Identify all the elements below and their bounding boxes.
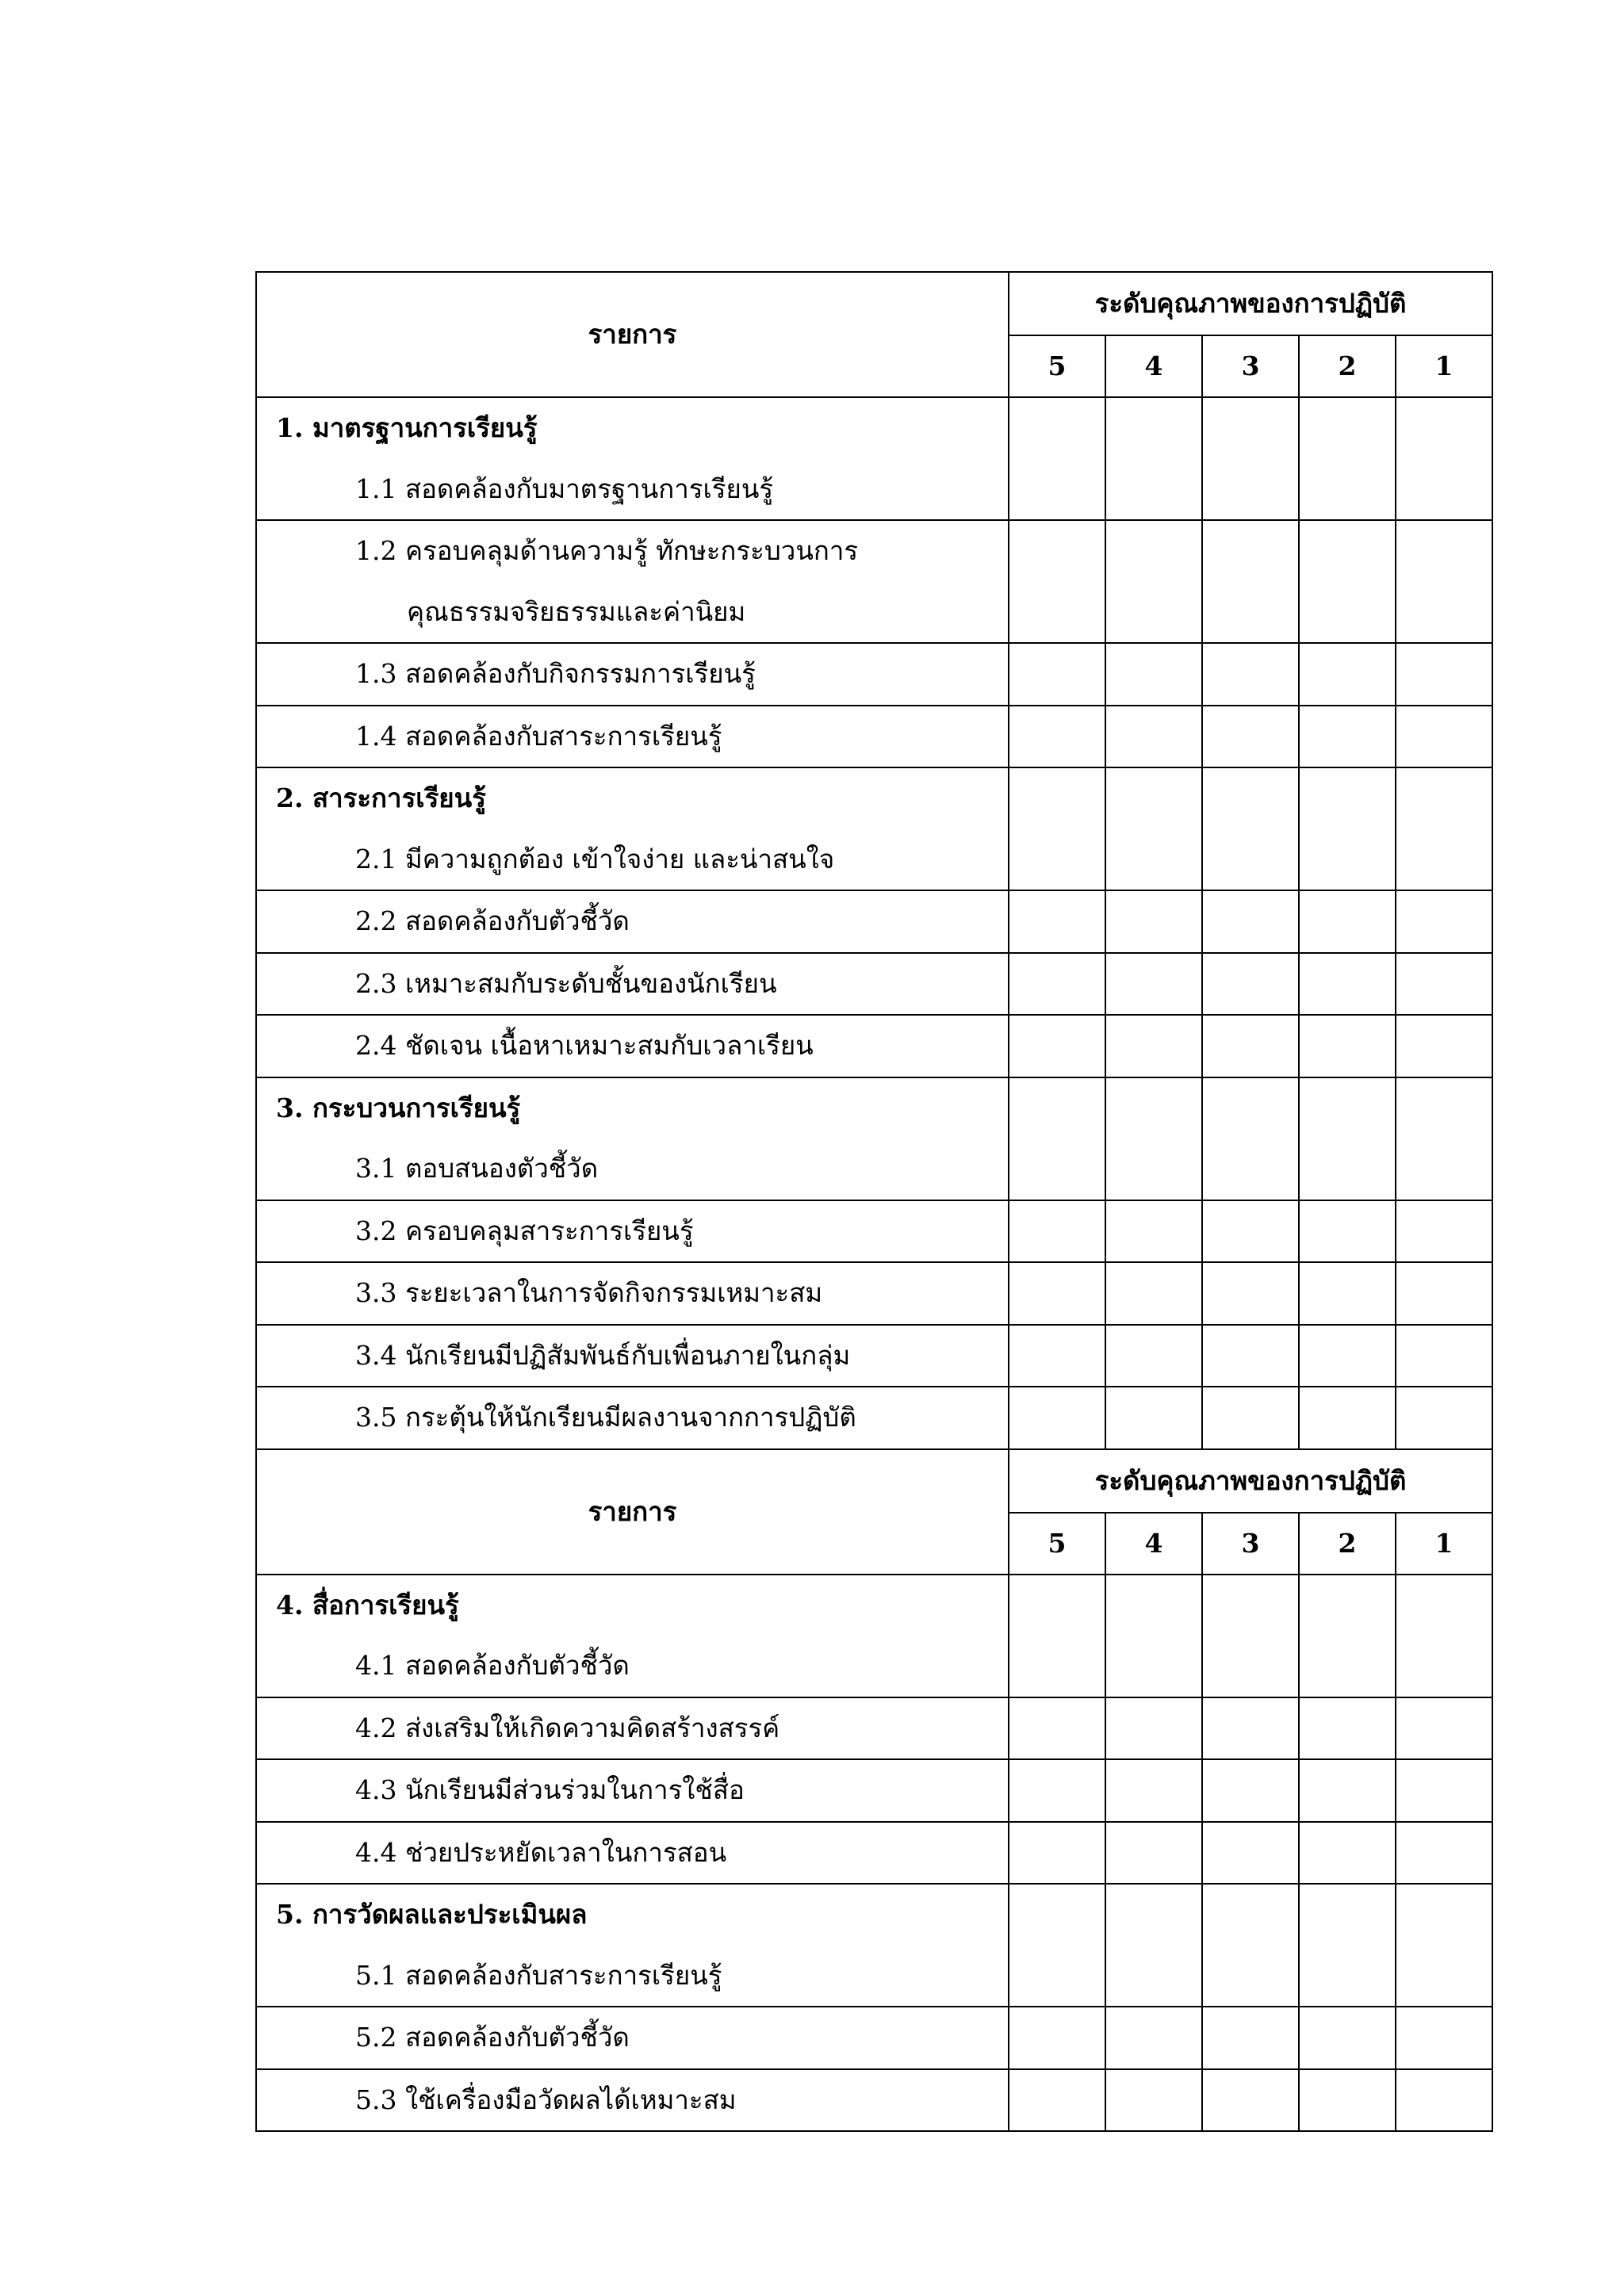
table-row xyxy=(256,1884,1492,2007)
score-cell[interactable] xyxy=(1105,1200,1202,1263)
item-cell-content xyxy=(257,644,1008,705)
score-cell[interactable] xyxy=(1202,1884,1299,2007)
score-cell[interactable] xyxy=(1009,1387,1105,1449)
item-cell xyxy=(256,397,1009,520)
item-cell xyxy=(256,890,1009,953)
criterion-text: 2.2 สอดคล้องกับตัวชี้วัด xyxy=(355,905,630,937)
item-cell-content xyxy=(257,891,1008,952)
table-row xyxy=(256,890,1492,953)
table-row xyxy=(256,2069,1492,2132)
score-cell[interactable] xyxy=(1299,953,1396,1016)
item-cell-content xyxy=(257,1326,1008,1387)
score-cell[interactable] xyxy=(1202,397,1299,520)
item-cell xyxy=(256,1015,1009,1077)
score-cell[interactable] xyxy=(1396,1200,1492,1263)
score-cell[interactable] xyxy=(1202,953,1299,1016)
item-cell xyxy=(256,643,1009,706)
header-row xyxy=(256,1449,1492,1513)
score-cell[interactable] xyxy=(1009,643,1105,706)
score-cell[interactable] xyxy=(1299,1759,1396,1822)
item-cell-content xyxy=(257,954,1008,1015)
item-cell-content xyxy=(257,2007,1008,2068)
criterion-text: 2.3 เหมาะสมกับระดับชั้นของนักเรียน xyxy=(355,967,777,999)
item-cell xyxy=(256,2069,1009,2132)
score-cell[interactable] xyxy=(1396,520,1492,643)
level-number-cell: 5 xyxy=(1009,1513,1105,1575)
score-cell[interactable] xyxy=(1396,953,1492,1016)
item-cell xyxy=(256,520,1009,643)
score-cell[interactable] xyxy=(1299,2069,1396,2132)
table-row xyxy=(256,397,1492,520)
score-cell[interactable] xyxy=(1299,1697,1396,1760)
score-cell[interactable] xyxy=(1202,1697,1299,1760)
score-cell[interactable] xyxy=(1009,1697,1105,1760)
criterion-text: 3.4 นักเรียนมีปฏิสัมพันธ์กับเพื่อนภายในกลุ่ม xyxy=(355,1339,851,1371)
evaluation-table-body xyxy=(256,272,1492,2131)
score-cell[interactable] xyxy=(1299,1884,1396,2007)
score-cell[interactable] xyxy=(1202,706,1299,768)
level-number-cell: 4 xyxy=(1105,1513,1202,1575)
criterion-text: 3.5 กระตุ้นให้นักเรียนมีผลงานจากการปฏิบัติ xyxy=(355,1402,856,1433)
quality-level-header: ระดับคุณภาพของการปฏิบัติ xyxy=(1009,1449,1492,1513)
criterion-text: 4.3 นักเรียนมีส่วนร่วมในการใช้สื่อ xyxy=(355,1774,745,1806)
item-cell xyxy=(256,953,1009,1016)
table-row xyxy=(256,953,1492,1016)
table-row xyxy=(256,1200,1492,1263)
score-cell[interactable] xyxy=(1009,1822,1105,1885)
score-cell[interactable] xyxy=(1396,706,1492,768)
item-cell-content xyxy=(257,1885,1008,2006)
score-cell[interactable] xyxy=(1202,1822,1299,1885)
item-cell-content xyxy=(257,706,1008,767)
table-row xyxy=(256,1759,1492,1822)
score-cell[interactable] xyxy=(1202,1200,1299,1263)
criterion-text: 3.2 ครอบคลุมสาระการเรียนรู้ xyxy=(355,1215,694,1246)
score-cell[interactable] xyxy=(1009,1759,1105,1822)
score-cell[interactable] xyxy=(1105,1697,1202,1760)
score-cell[interactable] xyxy=(1009,1262,1105,1325)
header-row xyxy=(256,272,1492,335)
table-row xyxy=(256,1325,1492,1387)
item-cell-content xyxy=(257,521,1008,642)
score-cell[interactable] xyxy=(1009,520,1105,643)
criterion-text: 4.4 ช่วยประหยัดเวลาในการสอน xyxy=(355,1836,727,1868)
score-cell[interactable] xyxy=(1396,1387,1492,1449)
item-cell-content xyxy=(257,398,1008,519)
table-row xyxy=(256,1015,1492,1077)
item-cell-content xyxy=(257,1760,1008,1821)
table-row xyxy=(256,1262,1492,1325)
criterion-text: คุณธรรมจริยธรรมและค่านิยม xyxy=(407,595,746,627)
score-cell[interactable] xyxy=(1009,1015,1105,1077)
item-cell xyxy=(256,1575,1009,1697)
score-cell[interactable] xyxy=(1202,1387,1299,1449)
score-cell[interactable] xyxy=(1396,1015,1492,1077)
score-cell[interactable] xyxy=(1009,1884,1105,2007)
criterion-text: 5.3 ใช้เครื่องมือวัดผลได้เหมาะสม xyxy=(355,2084,737,2115)
score-cell[interactable] xyxy=(1299,520,1396,643)
criterion-text: 1.4 สอดคล้องกับสาระการเรียนรู้ xyxy=(355,720,722,752)
item-cell xyxy=(256,1759,1009,1822)
score-cell[interactable] xyxy=(1105,1015,1202,1077)
category-heading: 5. การวัดผลและประเมินผล xyxy=(276,1899,588,1931)
score-cell[interactable] xyxy=(1009,767,1105,890)
score-cell[interactable] xyxy=(1105,953,1202,1016)
item-cell-content xyxy=(257,1016,1008,1077)
score-cell[interactable] xyxy=(1202,1015,1299,1077)
score-cell[interactable] xyxy=(1105,706,1202,768)
evaluation-table xyxy=(255,271,1493,2132)
level-number-cell: 5 xyxy=(1009,335,1105,397)
score-cell[interactable] xyxy=(1009,1575,1105,1697)
score-cell[interactable] xyxy=(1105,2007,1202,2069)
item-cell xyxy=(256,706,1009,768)
item-cell-content xyxy=(257,1078,1008,1200)
score-cell[interactable] xyxy=(1396,2069,1492,2132)
item-cell-content xyxy=(257,1698,1008,1759)
score-cell[interactable] xyxy=(1105,1822,1202,1885)
item-column-header: รายการ xyxy=(256,1449,1009,1575)
score-cell[interactable] xyxy=(1105,767,1202,890)
item-cell xyxy=(256,1200,1009,1263)
score-cell[interactable] xyxy=(1202,1077,1299,1200)
item-cell-content xyxy=(257,1823,1008,1884)
criterion-text: 1.3 สอดคล้องกับกิจกรรมการเรียนรู้ xyxy=(355,658,756,690)
score-cell[interactable] xyxy=(1202,767,1299,890)
score-cell[interactable] xyxy=(1009,890,1105,953)
criterion-text: 5.2 สอดคล้องกับตัวชี้วัด xyxy=(355,2022,630,2053)
score-cell[interactable] xyxy=(1202,2069,1299,2132)
item-cell-content xyxy=(257,2070,1008,2131)
score-cell[interactable] xyxy=(1299,1015,1396,1077)
table-row xyxy=(256,520,1492,643)
score-cell[interactable] xyxy=(1009,2069,1105,2132)
table-row xyxy=(256,1077,1492,1200)
item-cell-content xyxy=(257,1575,1008,1697)
score-cell[interactable] xyxy=(1009,397,1105,520)
table-row xyxy=(256,767,1492,890)
score-cell[interactable] xyxy=(1105,1262,1202,1325)
item-cell xyxy=(256,767,1009,890)
score-cell[interactable] xyxy=(1299,1575,1396,1697)
item-cell xyxy=(256,1387,1009,1449)
score-cell[interactable] xyxy=(1009,2007,1105,2069)
item-cell-content xyxy=(257,1387,1008,1448)
score-cell[interactable] xyxy=(1299,890,1396,953)
score-cell[interactable] xyxy=(1299,1200,1396,1263)
level-number-cell: 1 xyxy=(1396,335,1492,397)
item-cell-content xyxy=(257,1263,1008,1324)
item-column-header: รายการ xyxy=(256,272,1009,397)
score-cell[interactable] xyxy=(1105,1325,1202,1387)
criterion-text: 1.2 ครอบคลุมด้านความรู้ ทักษะกระบวนการ xyxy=(355,535,859,567)
score-cell[interactable] xyxy=(1105,1077,1202,1200)
score-cell[interactable] xyxy=(1396,643,1492,706)
level-number-cell: 3 xyxy=(1202,335,1299,397)
score-cell[interactable] xyxy=(1202,1325,1299,1387)
criterion-text: 2.1 มีความถูกต้อง เข้าใจง่าย และน่าสนใจ xyxy=(355,843,835,874)
score-cell[interactable] xyxy=(1396,1325,1492,1387)
table-row xyxy=(256,1697,1492,1760)
category-heading: 4. สื่อการเรียนรู้ xyxy=(276,1589,459,1621)
item-cell-content xyxy=(257,1201,1008,1262)
table-row xyxy=(256,2007,1492,2069)
score-cell[interactable] xyxy=(1396,397,1492,520)
score-cell[interactable] xyxy=(1299,1822,1396,1885)
score-cell[interactable] xyxy=(1396,767,1492,890)
score-cell[interactable] xyxy=(1396,1262,1492,1325)
quality-level-header: ระดับคุณภาพของการปฏิบัติ xyxy=(1009,272,1492,335)
level-number-cell: 2 xyxy=(1299,1513,1396,1575)
score-cell[interactable] xyxy=(1009,706,1105,768)
score-cell[interactable] xyxy=(1105,1575,1202,1697)
item-cell xyxy=(256,1325,1009,1387)
score-cell[interactable] xyxy=(1202,2007,1299,2069)
item-cell xyxy=(256,2007,1009,2069)
score-cell[interactable] xyxy=(1105,890,1202,953)
score-cell[interactable] xyxy=(1396,1077,1492,1200)
criterion-text: 4.1 สอดคล้องกับตัวชี้วัด xyxy=(355,1650,630,1682)
score-cell[interactable] xyxy=(1396,1575,1492,1697)
table-row xyxy=(256,643,1492,706)
score-cell[interactable] xyxy=(1396,1697,1492,1760)
table-row xyxy=(256,706,1492,768)
score-cell[interactable] xyxy=(1202,520,1299,643)
category-heading: 3. กระบวนการเรียนรู้ xyxy=(276,1092,521,1123)
score-cell[interactable] xyxy=(1299,2007,1396,2069)
score-cell[interactable] xyxy=(1202,890,1299,953)
criterion-text: 1.1 สอดคล้องกับมาตรฐานการเรียนรู้ xyxy=(355,473,774,504)
score-cell[interactable] xyxy=(1009,1200,1105,1263)
item-cell xyxy=(256,1697,1009,1760)
score-cell[interactable] xyxy=(1299,1077,1396,1200)
score-cell[interactable] xyxy=(1299,1325,1396,1387)
category-heading: 2. สาระการเรียนรู้ xyxy=(276,783,486,814)
score-cell[interactable] xyxy=(1105,520,1202,643)
item-cell xyxy=(256,1822,1009,1885)
score-cell[interactable] xyxy=(1396,1822,1492,1885)
item-cell-content xyxy=(257,768,1008,890)
category-heading: 1. มาตรฐานการเรียนรู้ xyxy=(276,412,538,444)
score-cell[interactable] xyxy=(1009,953,1105,1016)
score-cell[interactable] xyxy=(1396,2007,1492,2069)
score-cell[interactable] xyxy=(1202,1575,1299,1697)
score-cell[interactable] xyxy=(1009,1325,1105,1387)
score-cell[interactable] xyxy=(1299,643,1396,706)
criterion-text: 3.1 ตอบสนองตัวชี้วัด xyxy=(355,1153,599,1184)
score-cell[interactable] xyxy=(1396,1759,1492,1822)
score-cell[interactable] xyxy=(1105,643,1202,706)
level-number-cell: 1 xyxy=(1396,1513,1492,1575)
level-number-cell: 2 xyxy=(1299,335,1396,397)
score-cell[interactable] xyxy=(1299,1387,1396,1449)
criterion-text: 5.1 สอดคล้องกับสาระการเรียนรู้ xyxy=(355,1959,722,1991)
item-cell xyxy=(256,1077,1009,1200)
score-cell[interactable] xyxy=(1009,1077,1105,1200)
score-cell[interactable] xyxy=(1105,2069,1202,2132)
score-cell[interactable] xyxy=(1105,1387,1202,1449)
score-cell[interactable] xyxy=(1202,1262,1299,1325)
table-row xyxy=(256,1575,1492,1697)
criterion-text: 3.3 ระยะเวลาในการจัดกิจกรรมเหมาะสม xyxy=(355,1277,823,1309)
score-cell[interactable] xyxy=(1202,643,1299,706)
criterion-text: 4.2 ส่งเสริมให้เกิดความคิดสร้างสรรค์ xyxy=(355,1712,780,1743)
score-cell[interactable] xyxy=(1105,1759,1202,1822)
criterion-text: 2.4 ชัดเจน เนื้อหาเหมาะสมกับเวลาเรียน xyxy=(355,1030,814,1062)
score-cell[interactable] xyxy=(1396,1884,1492,2007)
score-cell[interactable] xyxy=(1202,1759,1299,1822)
item-cell xyxy=(256,1884,1009,2007)
score-cell[interactable] xyxy=(1105,397,1202,520)
level-number-cell: 3 xyxy=(1202,1513,1299,1575)
score-cell[interactable] xyxy=(1105,1884,1202,2007)
table-row xyxy=(256,1387,1492,1449)
score-cell[interactable] xyxy=(1299,767,1396,890)
score-cell[interactable] xyxy=(1396,890,1492,953)
item-cell xyxy=(256,1262,1009,1325)
score-cell[interactable] xyxy=(1299,1262,1396,1325)
score-cell[interactable] xyxy=(1299,397,1396,520)
level-number-cell: 4 xyxy=(1105,335,1202,397)
table-row xyxy=(256,1822,1492,1885)
score-cell[interactable] xyxy=(1299,706,1396,768)
